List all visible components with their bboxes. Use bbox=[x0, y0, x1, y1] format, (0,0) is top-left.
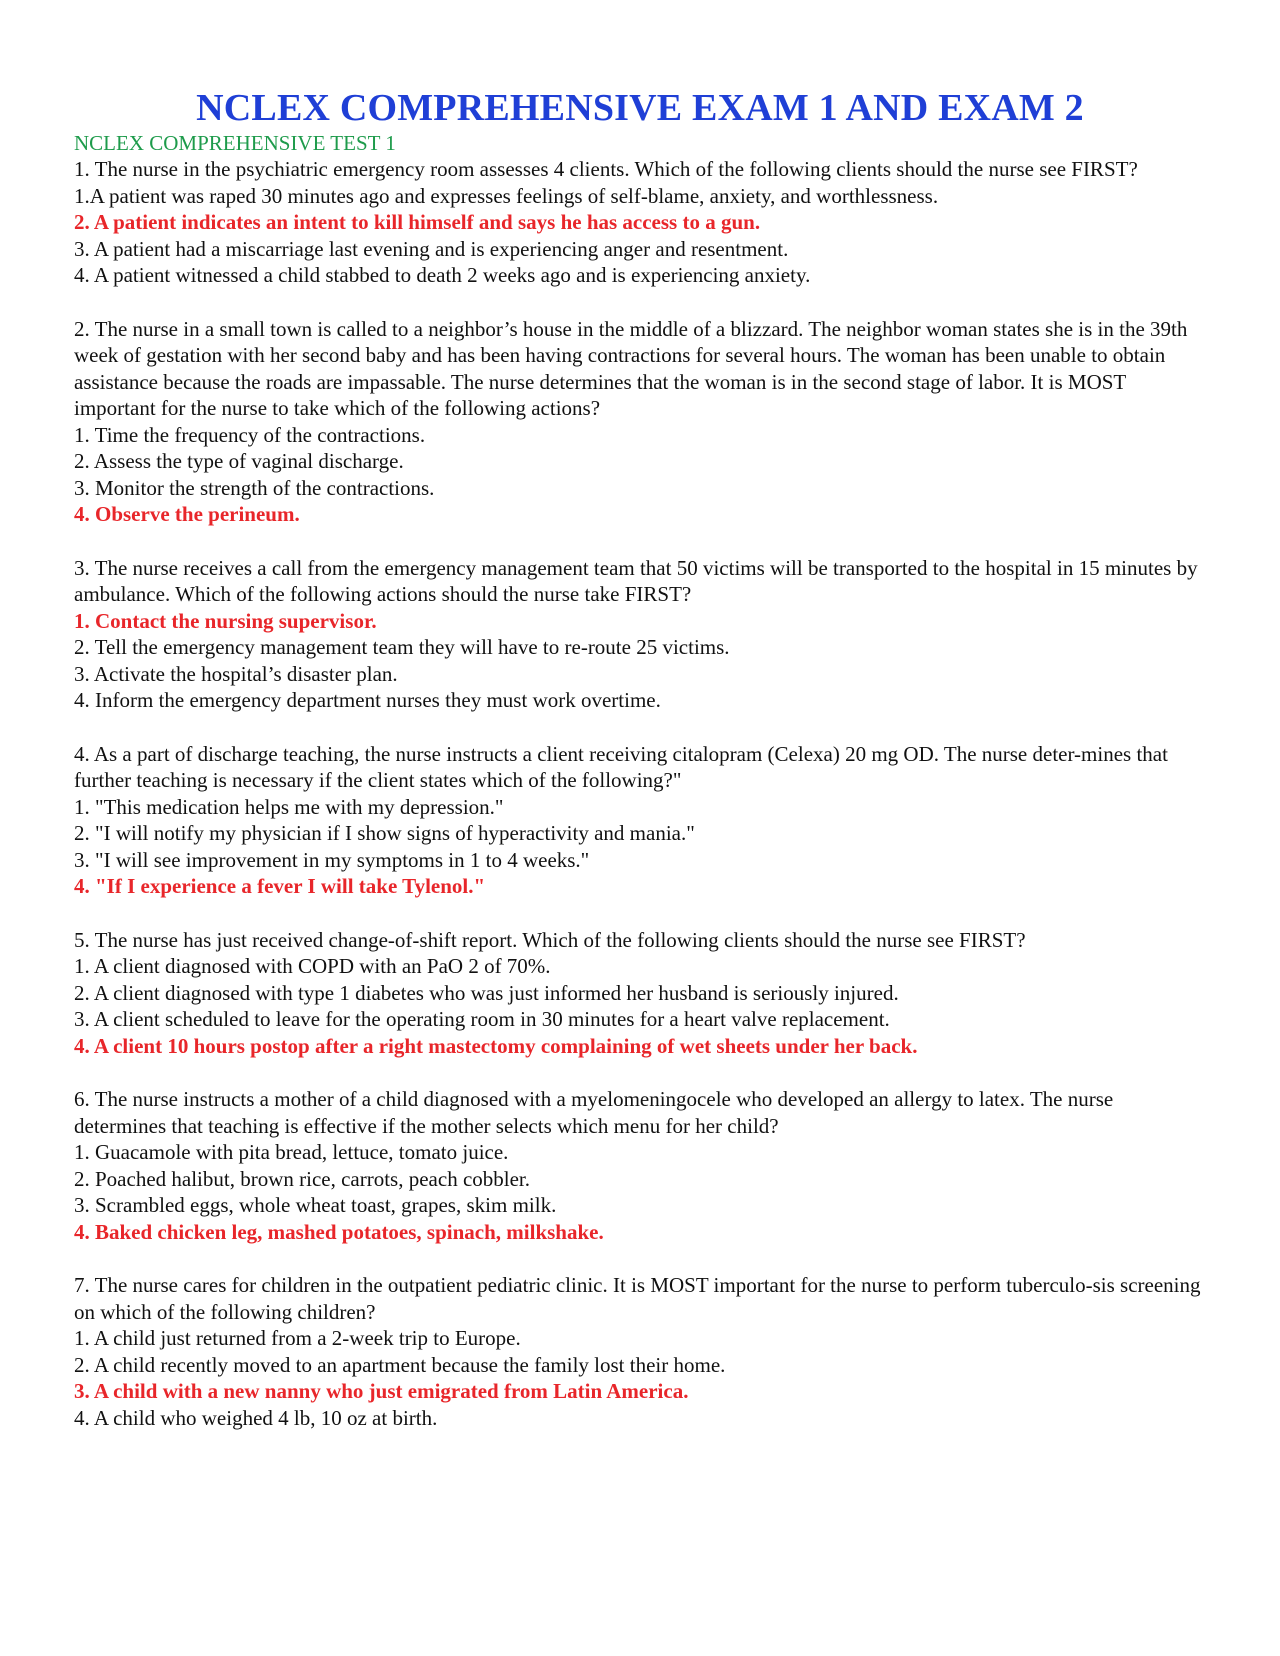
answer-option: 3. Scrambled eggs, whole wheat toast, grapes, skim milk. bbox=[74, 1193, 557, 1217]
correct-answer-option: 4. Baked chicken leg, mashed potatoes, spinach, milkshake. bbox=[74, 1219, 604, 1244]
correct-answer-option: 3. A child with a new nanny who just emigrated from Latin America. bbox=[74, 1379, 689, 1403]
answer-option: 3. Monitor the strength of the contractions. bbox=[74, 475, 435, 500]
answer-option: 2. A child recently moved to an apartment because the family lost their home. bbox=[74, 1352, 726, 1377]
answer-option: 1. Time the frequency of the contractions. bbox=[74, 422, 426, 447]
test-subtitle: NCLEX COMPREHENSIVE TEST 1 bbox=[74, 131, 396, 155]
question-stem: 3. The nurse receives a call from the emergency management team that 50 victims will be transported to the hospital in 15 minutes by ambulance. Which of the following actions should the nurse take FIRST? bbox=[74, 555, 1203, 606]
answer-option: 1. A child just returned from a 2-week trip to Europe. bbox=[74, 1326, 521, 1350]
correct-answer-option: 4. A client 10 hours postop after a right mastectomy complaining of wet sheets under her back. bbox=[74, 1033, 918, 1058]
answer-option: 4. Inform the emergency department nurses they must work overtime. bbox=[74, 688, 661, 712]
answer-option: 3. "I will see improvement in my symptoms in 1 to 4 weeks." bbox=[74, 847, 590, 872]
answer-option: 1.A patient was raped 30 minutes ago and expresses feelings of self-blame, anxiety, and worthlessness. bbox=[74, 183, 939, 208]
document-title: NCLEX COMPREHENSIVE EXAM 1 AND EXAM 2 bbox=[196, 87, 1084, 129]
answer-option: 2. "I will notify my physician if I show signs of hyperactivity and mania." bbox=[74, 821, 695, 845]
correct-answer-option: 4. "If I experience a fever I will take Tylenol." bbox=[74, 874, 486, 898]
correct-answer-option: 2. A patient indicates an intent to kill himself and says he has access to a gun. bbox=[74, 210, 761, 234]
answer-option: 4. A patient witnessed a child stabbed to death 2 weeks ago and is experiencing anxiety. bbox=[74, 263, 811, 287]
answer-option: 3. A patient had a miscarriage last evening and is experiencing anger and resentment. bbox=[74, 236, 789, 261]
question-block bbox=[74, 1086, 1204, 1245]
answer-option: 2. Poached halibut, brown rice, carrots, peach cobbler. bbox=[74, 1166, 531, 1191]
question-block bbox=[74, 316, 1204, 528]
question-stem: 2. The nurse in a small town is called to a neighbor’s house in the middle of a blizzard. The neighbor woman states she is in the 39th week of gestation with her second baby and has been having contractions for several hours. The woman has been unable to obtain assistance because the roads are impassable. The nurse determines that the woman is in the second stage of labor. It is MOST important for the nurse to take which of the following actions? bbox=[74, 316, 1193, 420]
question-list bbox=[74, 156, 1204, 1458]
question-stem: 7. The nurse cares for children in the outpatient pediatric clinic. It is MOST important for the nurse to perform tuberculo-sis screening on which of the following children? bbox=[74, 1273, 1206, 1324]
question-block bbox=[74, 1272, 1204, 1431]
answer-option: 3. Activate the hospital’s disaster plan. bbox=[74, 661, 398, 686]
correct-answer-option: 1. Contact the nursing supervisor. bbox=[74, 608, 377, 633]
answer-option: 3. A client scheduled to leave for the operating room in 30 minutes for a heart valve replacement. bbox=[74, 1007, 890, 1031]
question-stem: 1. The nurse in the psychiatric emergency room assesses 4 clients. Which of the following clients should the nurse see FIRST? bbox=[74, 157, 1138, 181]
answer-option: 1. "This medication helps me with my depression." bbox=[74, 794, 504, 819]
question-stem: 6. The nurse instructs a mother of a child diagnosed with a myelomeningocele who developed an allergy to latex. The nurse determines that teaching is effective if the mother selects which menu for her child? bbox=[74, 1087, 1119, 1138]
question-stem: 4. As a part of discharge teaching, the nurse instructs a client receiving citalopram (Celexa) 20 mg OD. The nurse deter-mines that further teaching is necessary if the client states which of the following?" bbox=[74, 741, 1174, 792]
answer-option: 2. Tell the emergency management team they will have to re-route 25 victims. bbox=[74, 635, 730, 659]
question-block bbox=[74, 927, 1204, 1060]
answer-option: 4. A child who weighed 4 lb, 10 oz at birth. bbox=[74, 1405, 438, 1430]
question-block bbox=[74, 741, 1204, 900]
question-block bbox=[74, 555, 1204, 714]
question-block bbox=[74, 156, 1204, 289]
correct-answer-option: 4. Observe the perineum. bbox=[74, 502, 300, 526]
answer-option: 1. A client diagnosed with COPD with an PaO 2 of 70%. bbox=[74, 954, 551, 978]
answer-option: 1. Guacamole with pita bread, lettuce, tomato juice. bbox=[74, 1140, 509, 1164]
answer-option: 2. A client diagnosed with type 1 diabetes who was just informed her husband is seriously injured. bbox=[74, 980, 899, 1005]
question-stem: 5. The nurse has just received change-of-shift report. Which of the following clients should the nurse see FIRST? bbox=[74, 927, 1026, 952]
answer-option: 2. Assess the type of vaginal discharge. bbox=[74, 449, 404, 473]
